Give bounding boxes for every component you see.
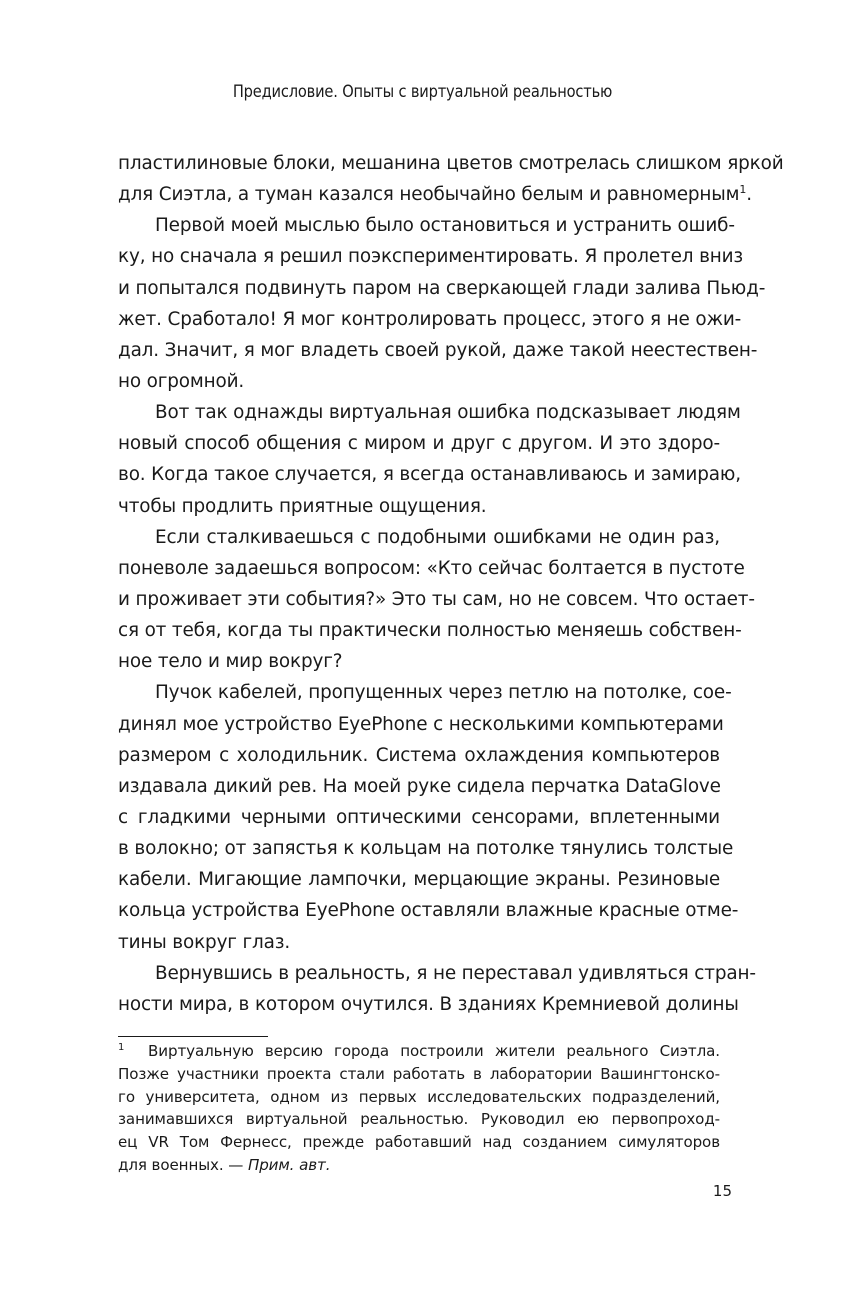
body-text bbox=[118, 148, 784, 1020]
footnote-line bbox=[118, 1154, 720, 1177]
text-line bbox=[118, 179, 752, 210]
text-line: и попытался подвинуть паром на сверкающей глади залива Пьюд- bbox=[118, 277, 766, 299]
footnote-line-content: Виртуальную версию города построили жители реального Сиэтла. bbox=[148, 1042, 720, 1060]
text-line: кабели. Мигающие лампочки, мерцающие экраны. Резиновые bbox=[118, 869, 720, 891]
text-line: Вернувшись в реальность, я не переставал удивляться стран- bbox=[155, 962, 756, 984]
footnote bbox=[118, 1040, 720, 1177]
text-line: жет. Сработало! Я мог контролировать процесс, этого я не ожи- bbox=[118, 308, 742, 330]
text-line: Вот так однажды виртуальная ошибка подсказывает людям bbox=[155, 402, 741, 424]
text-line: динял мое устройство EyePhone с несколькими компьютерами bbox=[118, 713, 724, 735]
footnote-author-note: Прим. авт. bbox=[247, 1155, 331, 1174]
text-line: в волокно; от запястья к кольцам на потолке тянулись толстые bbox=[118, 838, 734, 860]
text-line: ся от тебя, когда ты практически полностью меняешь собствен- bbox=[118, 620, 742, 642]
footnote-divider bbox=[118, 1036, 268, 1037]
text-line-content: для Сиэтла, а туман казался необычайно белым и равномерным bbox=[118, 184, 740, 206]
text-line: ности мира, в котором очутился. В зданиях Кремниевой долины bbox=[118, 993, 739, 1015]
footnote-line: занимавшихся виртуальной реальностью. Руководил ею первопроход- bbox=[118, 1110, 720, 1129]
text-line: с гладкими черными оптическими сенсорами, вплетенными bbox=[118, 806, 720, 828]
text-line: Если сталкиваешься с подобными ошибками не один раз, bbox=[155, 526, 720, 548]
footnote-reference[interactable]: 1 bbox=[739, 183, 747, 197]
text-line: ку, но сначала я решил поэкспериментировать. Я пролетел вниз bbox=[118, 246, 744, 268]
footnote-line: 1 Виртуальную версию города построили жители реального Сиэтла. bbox=[118, 1041, 720, 1060]
text-line: Пучок кабелей, пропущенных через петлю на потолке, сое- bbox=[155, 682, 732, 704]
text-line: дал. Значит, я мог владеть своей рукой, даже такой неестествен- bbox=[118, 339, 758, 361]
text-line: размером с холодильник. Система охлаждения компьютеров bbox=[118, 744, 720, 766]
footnote-line: го университета, одном из первых исследовательских подразделений, bbox=[118, 1087, 720, 1106]
sentence-period: . bbox=[746, 184, 752, 206]
footnote-line: Позже участники проекта стали работать в лаборатории Вашингтонско- bbox=[118, 1064, 720, 1083]
text-line: ное тело и мир вокруг? bbox=[118, 651, 343, 673]
text-line: пластилиновые блоки, мешанина цветов смотрелась слишком яркой bbox=[118, 153, 784, 174]
text-line: поневоле задаешься вопросом: «Кто сейчас болтается в пустоте bbox=[118, 557, 745, 579]
text-line: тины вокруг глаз. bbox=[118, 931, 291, 953]
footnote-line-content: для военных. — bbox=[118, 1155, 248, 1174]
text-line: чтобы продлить приятные ощущения. bbox=[118, 495, 487, 517]
page-number: 15 bbox=[712, 1182, 732, 1200]
text-line: новый способ общения с миром и друг с другом. И это здоро- bbox=[118, 433, 720, 455]
footnote-line: ец VR Том Фернесс, прежде работавший над созданием симуляторов bbox=[118, 1133, 720, 1152]
text-line: во. Когда такое случается, я всегда останавливаюсь и замираю, bbox=[118, 464, 741, 486]
text-line: но огромной. bbox=[118, 370, 245, 392]
text-line: Первой моей мыслью было остановиться и устранить ошиб- bbox=[155, 215, 735, 237]
text-line: издавала дикий рев. На моей руке сидела перчатка DataGlove bbox=[118, 775, 721, 797]
text-line: и проживает эти события?» Это ты сам, но не совсем. Что остает- bbox=[118, 588, 755, 610]
text-line: кольца устройства EyePhone оставляли влажные красные отме- bbox=[118, 900, 739, 922]
running-head: Предисловие. Опыты с виртуальной реальностью bbox=[232, 82, 613, 102]
